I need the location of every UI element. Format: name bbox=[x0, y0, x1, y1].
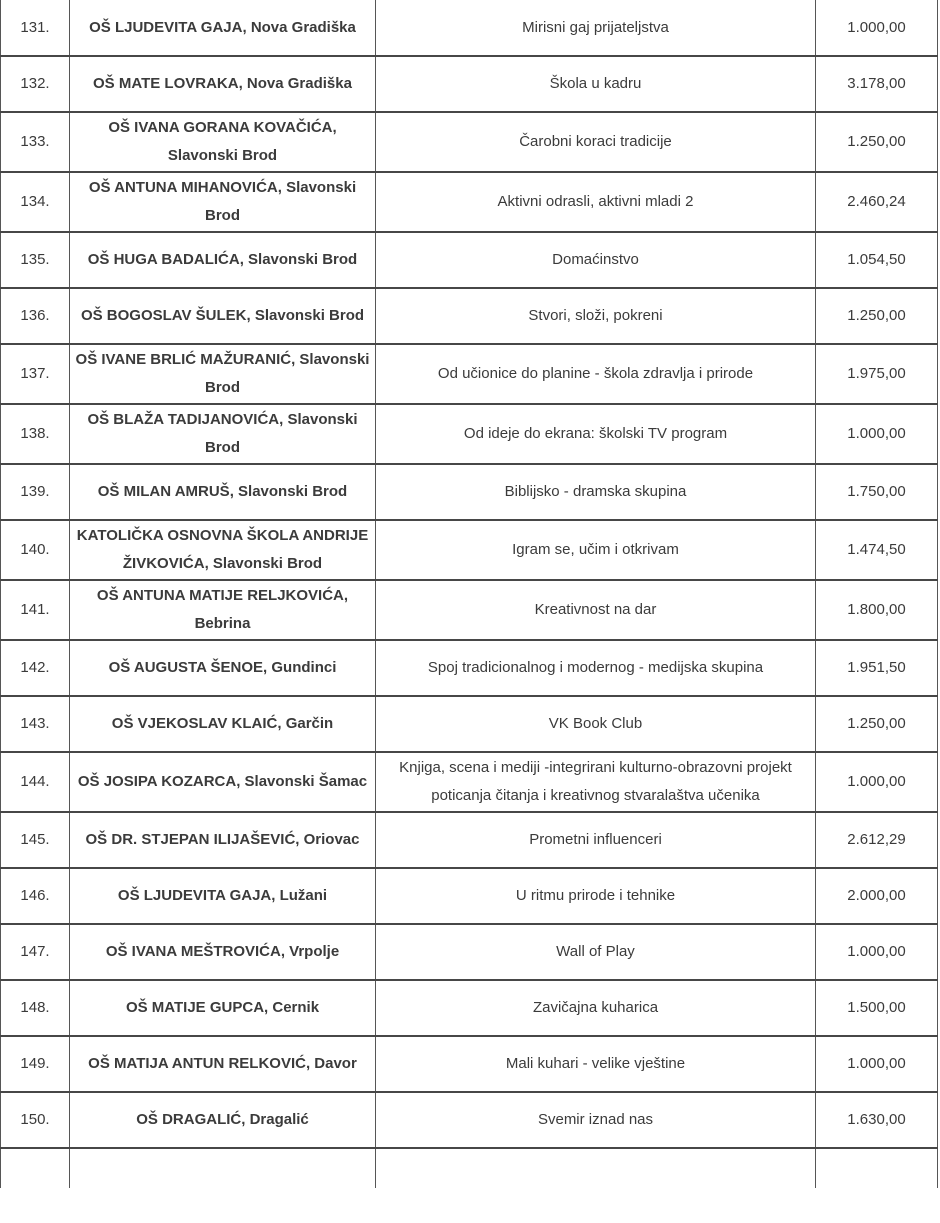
project-name-cell: Spoj tradicionalnog i modernog - medijska skupina bbox=[376, 640, 816, 696]
school-name-cell: OŠ AUGUSTA ŠENOE, Gundinci bbox=[70, 640, 376, 696]
amount-cell: 1.750,00 bbox=[816, 464, 938, 520]
row-number-cell: 131. bbox=[1, 0, 70, 56]
project-name-cell: Mirisni gaj prijateljstva bbox=[376, 0, 816, 56]
amount-cell: 1.000,00 bbox=[816, 924, 938, 980]
amount-cell: 1.000,00 bbox=[816, 1036, 938, 1092]
project-name-cell: Škola u kadru bbox=[376, 56, 816, 112]
table-row bbox=[1, 752, 938, 812]
amount-cell: 2.612,29 bbox=[816, 812, 938, 868]
project-name-cell: Wall of Play bbox=[376, 924, 816, 980]
table-row bbox=[1, 812, 938, 868]
table-row bbox=[1, 172, 938, 232]
project-name-cell: Igram se, učim i otkrivam bbox=[376, 520, 816, 580]
amount-cell: 1.054,50 bbox=[816, 232, 938, 288]
project-name-cell: Mali kuhari - velike vještine bbox=[376, 1036, 816, 1092]
table-row bbox=[1, 696, 938, 752]
row-number-cell: 150. bbox=[1, 1092, 70, 1148]
school-name-cell: OŠ JOSIPA KOZARCA, Slavonski Šamac bbox=[70, 752, 376, 812]
amount-cell: 1.000,00 bbox=[816, 0, 938, 56]
amount-cell: 1.500,00 bbox=[816, 980, 938, 1036]
table-row bbox=[1, 344, 938, 404]
row-number-cell: 144. bbox=[1, 752, 70, 812]
table-row bbox=[1, 868, 938, 924]
school-name-cell: OŠ VJEKOSLAV KLAIĆ, Garčin bbox=[70, 696, 376, 752]
project-name-cell: Kreativnost na dar bbox=[376, 580, 816, 640]
project-name-cell-empty bbox=[376, 1148, 816, 1188]
table-row bbox=[1, 924, 938, 980]
project-name-cell: Aktivni odrasli, aktivni mladi 2 bbox=[376, 172, 816, 232]
table-row bbox=[1, 404, 938, 464]
amount-cell: 1.630,00 bbox=[816, 1092, 938, 1148]
table-row bbox=[1, 56, 938, 112]
school-name-cell: OŠ BOGOSLAV ŠULEK, Slavonski Brod bbox=[70, 288, 376, 344]
school-name-cell: OŠ MATIJE GUPCA, Cernik bbox=[70, 980, 376, 1036]
row-number-cell: 149. bbox=[1, 1036, 70, 1092]
table-row bbox=[1, 112, 938, 172]
table-row bbox=[1, 0, 938, 56]
row-number-cell: 135. bbox=[1, 232, 70, 288]
row-number-cell: 136. bbox=[1, 288, 70, 344]
project-name-cell: U ritmu prirode i tehnike bbox=[376, 868, 816, 924]
table-row bbox=[1, 464, 938, 520]
amount-cell: 1.800,00 bbox=[816, 580, 938, 640]
table-row bbox=[1, 580, 938, 640]
amount-cell: 1.951,50 bbox=[816, 640, 938, 696]
school-name-cell: OŠ MILAN AMRUŠ, Slavonski Brod bbox=[70, 464, 376, 520]
row-number-cell: 133. bbox=[1, 112, 70, 172]
school-name-cell: OŠ IVANA MEŠTROVIĆA, Vrpolje bbox=[70, 924, 376, 980]
row-number-cell: 137. bbox=[1, 344, 70, 404]
school-name-cell: KATOLIČKA OSNOVNA ŠKOLA ANDRIJE ŽIVKOVIĆA, Slavonski Brod bbox=[70, 520, 376, 580]
row-number-cell: 140. bbox=[1, 520, 70, 580]
row-number-cell: 147. bbox=[1, 924, 70, 980]
project-name-cell: Knjiga, scena i mediji -integrirani kulturno-obrazovni projekt poticanja čitanja i kreativnog stvaralaštva učenika bbox=[376, 752, 816, 812]
amount-cell: 2.000,00 bbox=[816, 868, 938, 924]
table-row bbox=[1, 520, 938, 580]
amount-cell: 1.975,00 bbox=[816, 344, 938, 404]
project-name-cell: Zavičajna kuharica bbox=[376, 980, 816, 1036]
amount-cell: 1.000,00 bbox=[816, 404, 938, 464]
school-name-cell: OŠ DR. STJEPAN ILIJAŠEVIĆ, Oriovac bbox=[70, 812, 376, 868]
school-name-cell: OŠ ANTUNA MATIJE RELJKOVIĆA, Bebrina bbox=[70, 580, 376, 640]
row-number-cell: 142. bbox=[1, 640, 70, 696]
row-number-cell: 148. bbox=[1, 980, 70, 1036]
school-name-cell: OŠ MATIJA ANTUN RELKOVIĆ, Davor bbox=[70, 1036, 376, 1092]
amount-cell: 1.250,00 bbox=[816, 288, 938, 344]
school-name-cell: OŠ BLAŽA TADIJANOVIĆA, Slavonski Brod bbox=[70, 404, 376, 464]
amount-cell-empty bbox=[816, 1148, 938, 1188]
amount-cell: 1.250,00 bbox=[816, 696, 938, 752]
school-name-cell: OŠ MATE LOVRAKA, Nova Gradiška bbox=[70, 56, 376, 112]
table-row bbox=[1, 232, 938, 288]
school-name-cell: OŠ ANTUNA MIHANOVIĆA, Slavonski Brod bbox=[70, 172, 376, 232]
school-name-cell: OŠ LJUDEVITA GAJA, Lužani bbox=[70, 868, 376, 924]
table-row bbox=[1, 1092, 938, 1148]
table-row bbox=[1, 1036, 938, 1092]
school-name-cell: OŠ IVANE BRLIĆ MAŽURANIĆ, Slavonski Brod bbox=[70, 344, 376, 404]
row-number-cell-empty bbox=[1, 1148, 70, 1188]
amount-cell: 1.250,00 bbox=[816, 112, 938, 172]
row-number-cell: 141. bbox=[1, 580, 70, 640]
row-number-cell: 138. bbox=[1, 404, 70, 464]
table-row bbox=[1, 640, 938, 696]
project-name-cell: Svemir iznad nas bbox=[376, 1092, 816, 1148]
table-row bbox=[1, 288, 938, 344]
cropped-next-row bbox=[1, 1148, 938, 1188]
amount-cell: 2.460,24 bbox=[816, 172, 938, 232]
amount-cell: 1.474,50 bbox=[816, 520, 938, 580]
school-name-cell: OŠ IVANA GORANA KOVAČIĆA, Slavonski Brod bbox=[70, 112, 376, 172]
project-name-cell: Domaćinstvo bbox=[376, 232, 816, 288]
school-name-cell: OŠ HUGA BADALIĆA, Slavonski Brod bbox=[70, 232, 376, 288]
project-name-cell: Biblijsko - dramska skupina bbox=[376, 464, 816, 520]
row-number-cell: 146. bbox=[1, 868, 70, 924]
project-name-cell: Od učionice do planine - škola zdravlja i prirode bbox=[376, 344, 816, 404]
amount-cell: 3.178,00 bbox=[816, 56, 938, 112]
row-number-cell: 145. bbox=[1, 812, 70, 868]
table-row bbox=[1, 980, 938, 1036]
project-name-cell: Čarobni koraci tradicije bbox=[376, 112, 816, 172]
project-name-cell: VK Book Club bbox=[376, 696, 816, 752]
row-number-cell: 132. bbox=[1, 56, 70, 112]
school-name-cell-empty bbox=[70, 1148, 376, 1188]
project-name-cell: Od ideje do ekrana: školski TV program bbox=[376, 404, 816, 464]
grants-table-body bbox=[1, 0, 938, 1188]
school-name-cell: OŠ DRAGALIĆ, Dragalić bbox=[70, 1092, 376, 1148]
amount-cell: 1.000,00 bbox=[816, 752, 938, 812]
project-name-cell: Stvori, složi, pokreni bbox=[376, 288, 816, 344]
row-number-cell: 143. bbox=[1, 696, 70, 752]
row-number-cell: 134. bbox=[1, 172, 70, 232]
project-name-cell: Prometni influenceri bbox=[376, 812, 816, 868]
row-number-cell: 139. bbox=[1, 464, 70, 520]
school-name-cell: OŠ LJUDEVITA GAJA, Nova Gradiška bbox=[70, 0, 376, 56]
